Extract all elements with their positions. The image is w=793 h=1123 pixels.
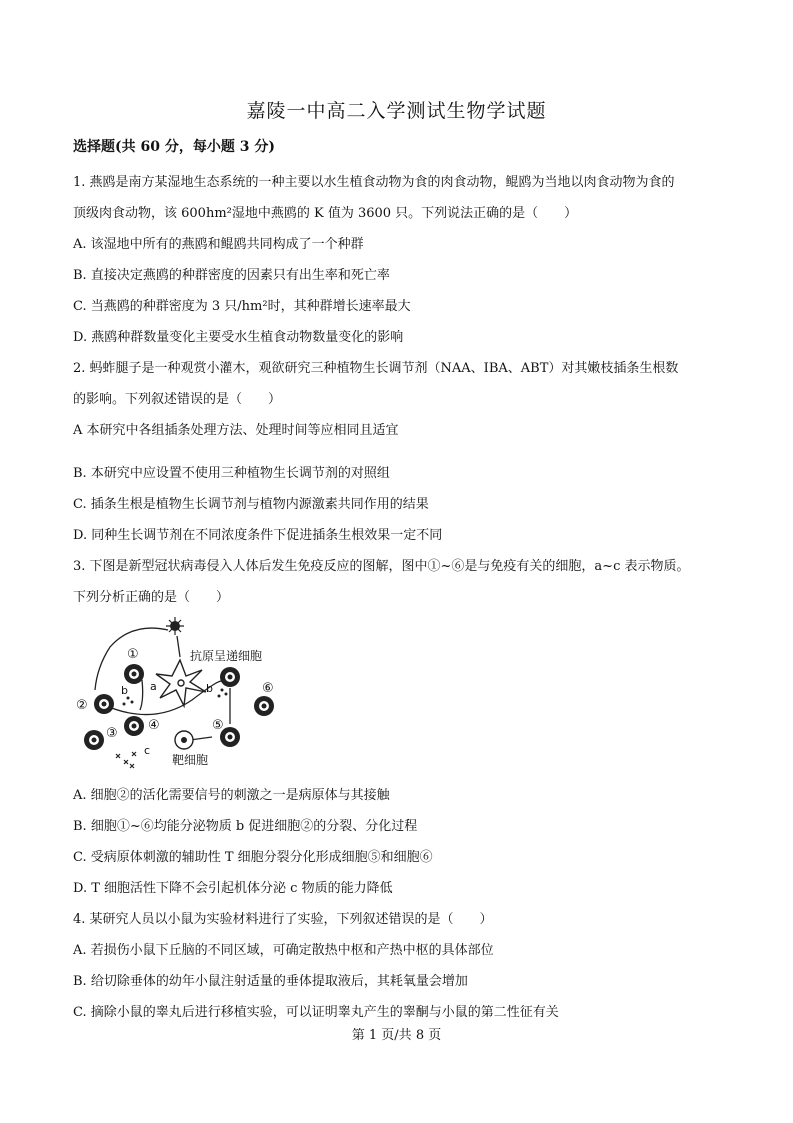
q2-option-b: B. 本研究中应设置不使用三种植物生长调节剂的对照组 bbox=[73, 466, 390, 481]
q1-option-c: C. 当燕鸥的种群密度为 3 只/hm²时，其种群增长速率最大 bbox=[73, 299, 411, 314]
antigen-presenting-cell bbox=[156, 660, 206, 706]
virus-icon bbox=[166, 617, 184, 635]
q2-option-a: A 本研究中各组插条处理方法、处理时间等应相同且适宜 bbox=[73, 423, 399, 438]
label-c: c bbox=[144, 744, 151, 757]
label-n4: ④ bbox=[148, 718, 160, 733]
q3-option-d: D. T 细胞活性下降不会引起机体分泌 c 物质的能力降低 bbox=[73, 881, 393, 896]
label-b1: b bbox=[121, 684, 128, 697]
immune-response-diagram bbox=[72, 612, 302, 772]
q3-option-a: A. 细胞②的活化需要信号的刺激之一是病原体与其接触 bbox=[73, 788, 390, 803]
q2-stem-line1: 2. 蚂蚱腿子是一种观赏小灌木，观欲研究三种植物生长调节剂（NAA、IBA、ABT）对其嫩枝插条生根数 bbox=[73, 361, 679, 376]
q1-stem-line2: 顶级肉食动物，该 600hm²湿地中燕鸥的 K 值为 3600 只。下列说法正确的是（ ） bbox=[73, 206, 578, 221]
q1-option-b: B. 直接决定燕鸥的种群密度的因素只有出生率和死亡率 bbox=[73, 268, 390, 283]
label-b2: b bbox=[206, 682, 213, 695]
page-footer: 第 1 页/共 8 页 bbox=[351, 1028, 442, 1043]
cell-4 bbox=[124, 716, 144, 736]
q4-option-a: A. 若损伤小鼠下丘脑的不同区域，可确定散热中枢和产热中枢的具体部位 bbox=[73, 943, 494, 958]
label-n1: ① bbox=[127, 647, 139, 662]
q3-option-b: B. 细胞①~⑥均能分泌物质 b 促进细胞②的分裂、分化过程 bbox=[73, 819, 418, 834]
antibody-c-marks bbox=[116, 752, 136, 768]
cell-helper-right bbox=[220, 667, 240, 687]
section-heading: 选择题(共 60 分，每小题 3 分) bbox=[73, 139, 275, 155]
page-title: 嘉陵一中高二入学测试生物学试题 bbox=[246, 100, 547, 122]
q3-option-c: C. 受病原体刺激的辅助性 T 细胞分裂分化形成细胞⑤和细胞⑥ bbox=[73, 850, 433, 865]
label-n5: ⑤ bbox=[212, 718, 224, 733]
label-a: a bbox=[150, 680, 157, 693]
q1-option-a: A. 该湿地中所有的燕鸥和鲲鸥共同构成了一个种群 bbox=[73, 237, 364, 252]
q4-option-c: C. 摘除小鼠的睾丸后进行移植实验，可以证明睾丸产生的睾酮与小鼠的第二性征有关 bbox=[73, 1005, 559, 1020]
q2-option-c: C. 插条生根是植物生长调节剂与植物内源激素共同作用的结果 bbox=[73, 497, 429, 512]
label-n2: ② bbox=[76, 698, 88, 713]
cell-6 bbox=[254, 696, 274, 716]
q4-option-b: B. 给切除垂体的幼年小鼠注射适量的垂体提取液后，其耗氧量会增加 bbox=[73, 974, 468, 989]
label-n6: ⑥ bbox=[262, 681, 274, 696]
apc-label: 抗原呈递细胞 bbox=[190, 649, 263, 663]
label-n3: ③ bbox=[106, 726, 118, 741]
q3-stem-line1: 3. 下图是新型冠状病毒侵入人体后发生免疫反应的图解，图中①~⑥是与免疫有关的细胞，a~c 表示物质。 bbox=[73, 559, 690, 574]
cell-2 bbox=[94, 694, 114, 714]
q4-stem: 4. 某研究人员以小鼠为实验材料进行了实验，下列叙述错误的是（ ） bbox=[73, 912, 493, 927]
target-cell-label: 靶细胞 bbox=[172, 753, 209, 767]
cell-3 bbox=[84, 730, 104, 750]
cell-1 bbox=[124, 664, 144, 684]
q2-option-d: D. 同种生长调节剂在不同浓度条件下促进插条生根效果一定不同 bbox=[73, 528, 443, 543]
q2-stem-line2: 的影响。下列叙述错误的是（ ） bbox=[73, 392, 282, 407]
q3-stem-line2: 下列分析正确的是（ ） bbox=[73, 590, 230, 605]
q1-stem-line1: 1. 燕鸥是南方某湿地生态系统的一种主要以水生植食动物为食的肉食动物，鲲鸥为当地以肉食动物为食的 bbox=[73, 175, 675, 190]
q1-option-d: D. 燕鸥种群数量变化主要受水生植食动物数量变化的影响 bbox=[73, 330, 404, 345]
target-cell bbox=[175, 731, 193, 749]
